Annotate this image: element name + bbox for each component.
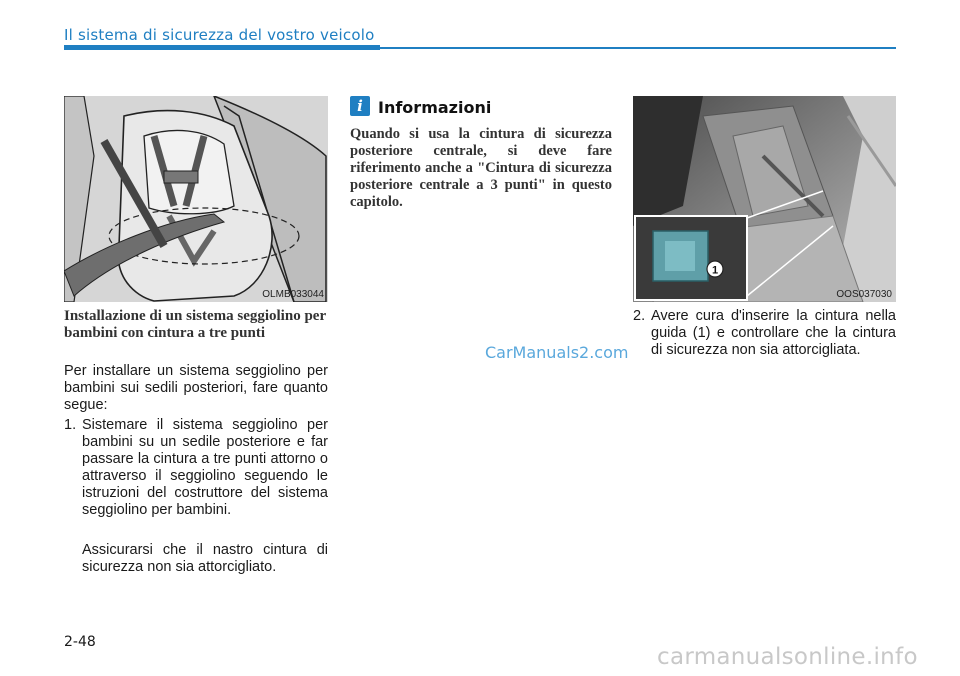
step-number: 2. xyxy=(633,308,646,324)
header-rule-thick xyxy=(64,45,380,50)
info-title: Informazioni xyxy=(378,98,492,117)
header-section-title: Il sistema di sicurezza del vostro veicolo xyxy=(64,26,375,44)
step-number: 1. xyxy=(64,417,77,433)
step-1-note: Assicurarsi che il nastro cintura di sicurezza non sia attorcigliato. xyxy=(82,542,328,575)
callout-number: 1 xyxy=(711,264,719,277)
figure-child-seat xyxy=(64,96,328,302)
header-rule-thin xyxy=(380,47,896,49)
step-text: Sistemare il sistema seggiolino per bambini su un sedile posteriore e far passare la cintura a tre punti attorno o attraverso il seggiolino seguendo le istruzioni del costruttore del sistema seggiolino per bambini. xyxy=(82,417,328,518)
watermark-link[interactable]: CarManuals2.com xyxy=(485,343,629,362)
page-number: 2-48 xyxy=(64,634,96,650)
figure-rear-seat xyxy=(633,96,896,302)
footer-watermark: carmanualsonline.info xyxy=(657,644,918,670)
intro-paragraph: Per installare un sistema seggiolino per bambini sui sedili posteriori, fare quanto segue: xyxy=(64,363,328,413)
info-text: Quando si usa la cintura di sicurezza posteriore centrale, si deve fare riferimento anche a "Cintura di sicurezza posteriore centrale a 3 punti" in questo capitolo. xyxy=(350,126,612,210)
figure-code-left: OLMB033044 xyxy=(262,289,324,300)
list-item-step-1 xyxy=(64,417,328,537)
child-seat-illustration xyxy=(64,96,328,302)
info-icon: i xyxy=(350,96,370,116)
list-item-step-2 xyxy=(633,308,896,378)
step-text: Avere cura d'inserire la cintura nella guida (1) e controllare che la cintura di sicurezza non sia attorcigliata. xyxy=(651,308,896,358)
figure-code-right: OOS037030 xyxy=(836,289,892,300)
rear-seat-photo xyxy=(633,96,896,302)
section-caption: Installazione di un sistema seggiolino per bambini con cintura a tre punti xyxy=(64,308,326,341)
